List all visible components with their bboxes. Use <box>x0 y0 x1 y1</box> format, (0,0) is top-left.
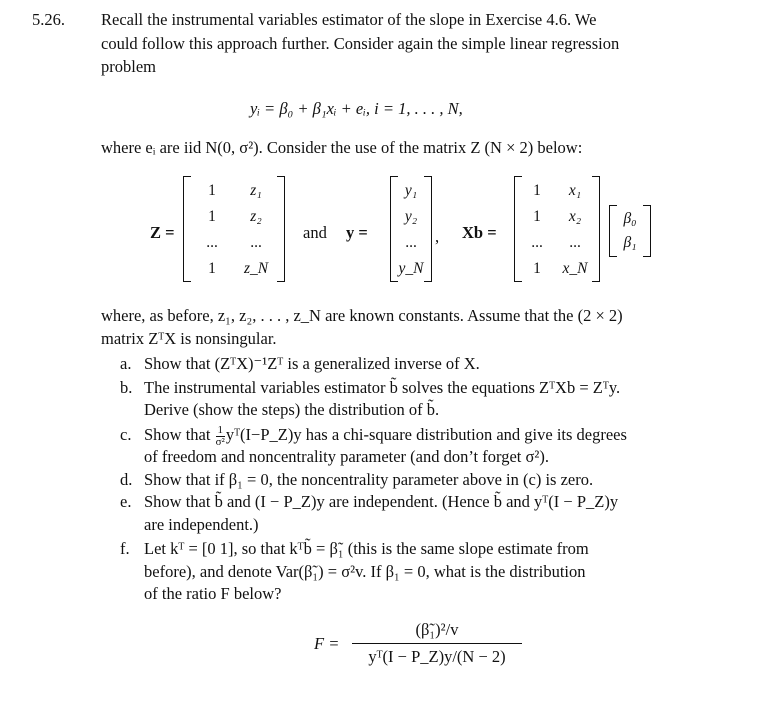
intro-line-1: Recall the instrumental variables estimator of the slope in Exercise 4.6. We <box>101 10 597 29</box>
beta-right-bracket <box>643 205 651 257</box>
z-right-bracket <box>277 176 285 282</box>
x-cell: ... <box>569 234 581 251</box>
y-cell: y₁ <box>404 182 418 199</box>
x-matrix <box>514 176 600 282</box>
part-f-line-1: Let kᵀ = [0 1], so that kᵀb̃ = β̃₁ (this is the same slope estimate from <box>144 539 589 558</box>
x-cell: ... <box>531 234 543 251</box>
z-cell: ... <box>250 234 262 251</box>
x-cell: x_N <box>562 260 588 277</box>
and-label: and <box>303 223 327 242</box>
problem-number: 5.26. <box>32 10 65 29</box>
part-d-text: Show that if β₁ = 0, the noncentrality parameter above in (c) is zero. <box>144 470 594 489</box>
beta-cell: β₀ <box>623 210 637 227</box>
f-equation-fraction-bar <box>352 643 522 644</box>
part-c-frac-num: 1 <box>217 423 223 436</box>
z-cell: z_N <box>243 260 269 277</box>
part-e-label: e. <box>120 492 132 511</box>
z-cell: 1 <box>208 208 216 225</box>
f-equation-lhs: F = <box>314 634 340 653</box>
part-e-line-1: Show that b̃ and (I − P_Z)y are independent. (Hence b̃ and yᵀ(I − P_Z)y <box>144 492 619 511</box>
beta-cell: β₁ <box>623 234 637 251</box>
y-right-bracket <box>424 176 432 282</box>
where-line-3: matrix ZᵀX is nonsingular. <box>101 329 277 348</box>
xb-label: Xb = <box>462 223 497 242</box>
intro-line-2: could follow this approach further. Consider again the simple linear regression <box>101 34 620 53</box>
part-c-pre: Show that <box>144 425 211 444</box>
x-cell: x₂ <box>568 208 582 225</box>
part-c-line-1 <box>144 424 627 448</box>
matrix-comma: , <box>435 227 440 246</box>
where-line-2: where, as before, z₁, z₂, . . . , z_N are known constants. Assume that the (2 × 2) <box>101 306 623 325</box>
z-cell: 1 <box>208 260 216 277</box>
part-b-line-1: The instrumental variables estimator b̃ solves the equations ZᵀXb = Zᵀy. <box>144 378 621 397</box>
beta-vector <box>609 205 651 257</box>
z-cell: z₁ <box>250 182 262 199</box>
y-cell: y₂ <box>404 208 418 225</box>
z-left-bracket <box>183 176 191 282</box>
z-cell: z₂ <box>250 208 262 225</box>
model-equation: yᵢ = β₀ + β₁xᵢ + eᵢ, i = 1, . . . , N, <box>250 99 463 118</box>
y-vector-label: y = <box>346 223 368 242</box>
f-equation-denominator: yᵀ(I − P_Z)y/(N − 2) <box>368 647 506 666</box>
beta-left-bracket <box>609 205 617 257</box>
intro-line-3: problem <box>101 57 156 76</box>
part-a-label: a. <box>120 354 132 373</box>
f-equation-numerator: (β̃₁)²/v <box>415 620 459 639</box>
part-c-frac-den: σ² <box>215 435 225 448</box>
where-line: where eᵢ are iid N(0, σ²). Consider the use of the matrix Z (N × 2) below: <box>101 138 583 157</box>
part-f-line-3: of the ratio F below? <box>144 584 282 603</box>
part-c-label: c. <box>120 425 132 444</box>
z-matrix-label: Z = <box>150 223 175 242</box>
z-matrix <box>183 176 285 282</box>
part-a-text: Show that (ZᵀX)⁻¹Zᵀ is a generalized inverse of X. <box>144 354 480 373</box>
part-d-label: d. <box>120 470 133 489</box>
part-b-label: b. <box>120 378 133 397</box>
x-left-bracket <box>514 176 522 282</box>
part-f-line-2: before), and denote Var(β̃₁) = σ²v. If β₁ = 0, what is the distribution <box>144 562 586 581</box>
part-c-post: yᵀ(I−P_Z)y has a chi-square distribution and give its degrees <box>225 425 627 444</box>
x-cell: 1 <box>533 260 541 277</box>
y-left-bracket <box>390 176 398 282</box>
x-right-bracket <box>592 176 600 282</box>
part-e-line-2: are independent.) <box>144 515 259 534</box>
x-cell: 1 <box>533 208 541 225</box>
x-cell: x₁ <box>568 182 582 199</box>
part-c-line-2: of freedom and noncentrality parameter (and don’t forget σ²). <box>144 447 549 466</box>
y-vector <box>390 176 432 282</box>
y-cell: ... <box>405 234 417 251</box>
z-cell: 1 <box>208 182 216 199</box>
x-cell: 1 <box>533 182 541 199</box>
y-cell: y_N <box>398 260 424 277</box>
part-b-line-2: Derive (show the steps) the distribution of b̃. <box>144 400 440 419</box>
part-c-fraction <box>216 425 225 448</box>
z-cell: ... <box>206 234 218 251</box>
part-f-label: f. <box>120 539 130 558</box>
